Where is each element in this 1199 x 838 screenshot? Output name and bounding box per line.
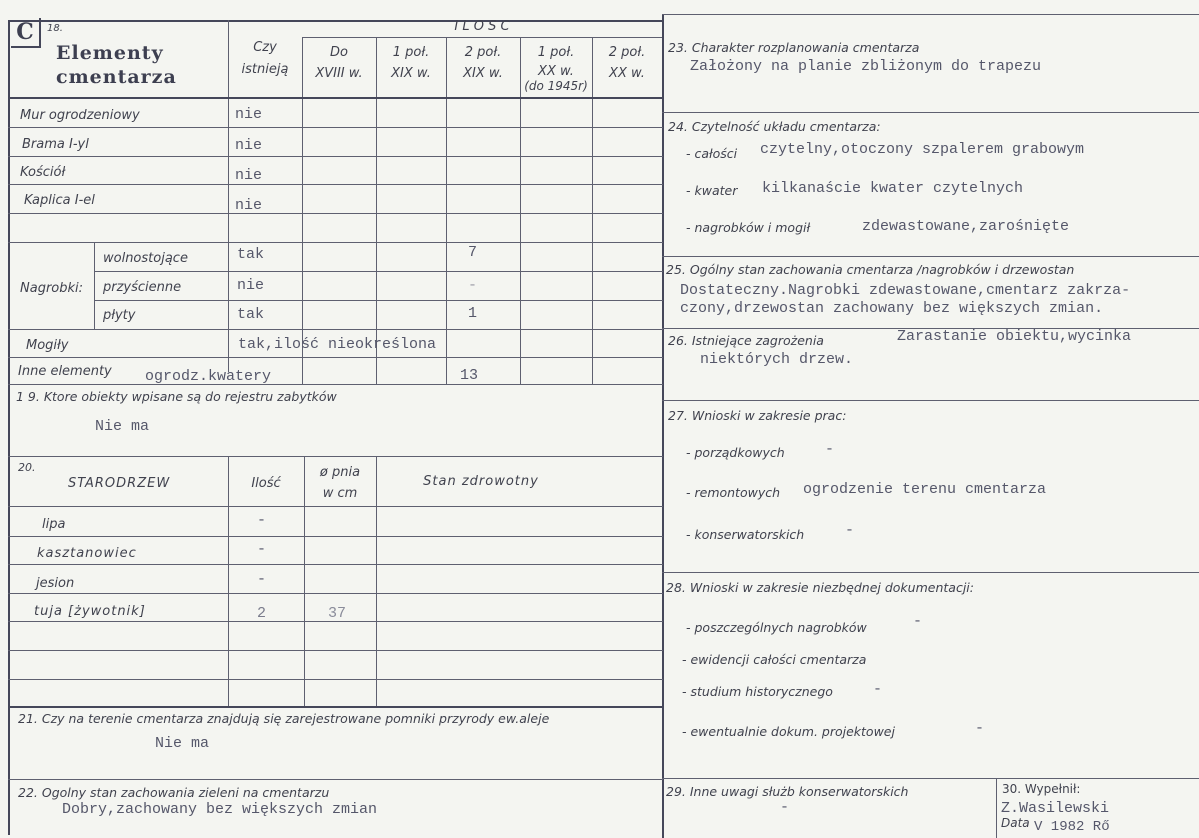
nagrobki-slab-exists: tak: [237, 306, 265, 323]
q28-item-4-label: - ewentualnie dokum. projektowej: [682, 724, 895, 739]
row-line: [8, 357, 663, 358]
period-1-l2: XVIII w.: [315, 66, 363, 81]
q25-line1: Dostateczny.Nagrobki zdewastowane,cmentarz zakrza-: [680, 282, 1131, 299]
q22-label: 22. Ogolny stan zachowania zieleni na cmentarzu: [18, 785, 330, 800]
row-line: [8, 706, 663, 708]
center-divider: [662, 14, 664, 838]
row-line: [8, 650, 663, 651]
q21-value: Nie ma: [155, 735, 210, 752]
q26-line2: niektórych drzew.: [700, 351, 854, 368]
col-p5-line: [592, 38, 593, 384]
q27-item-2-value: ogrodzenie terenu cmentarza: [803, 481, 1047, 498]
q19-label: 1 9. Ktore obiekty wpisane są do rejestru zabytków: [16, 389, 337, 404]
q24-item-2-label: - kwater: [686, 183, 738, 198]
q23-label: 23. Charakter rozplanowania cmentarza: [668, 40, 920, 55]
q20-col-diam-l2: w cm: [322, 486, 358, 501]
row-line: [8, 329, 663, 330]
tree-diam-tuja: 37: [328, 605, 347, 622]
q27-item-1-value: -: [825, 441, 835, 458]
q20-col-health: Stan zdrowotny: [423, 474, 539, 489]
title-line2: cmentarza: [56, 66, 177, 88]
row-line: [8, 242, 663, 243]
q30-label: 30. Wypełnił:: [1002, 782, 1081, 796]
period-4-l2: XX w.: [538, 64, 574, 79]
q28-item-4-value: -: [975, 720, 985, 737]
q25-label: 25. Ogólny stan zachowania cmentarza /nagrobków i drzewostan: [666, 262, 1075, 277]
row-exists-church: nie: [235, 167, 263, 184]
col-p2-line: [376, 38, 377, 384]
period-3-l1: 2 poł.: [464, 45, 502, 60]
q29-label: 29. Inne uwagi służb konserwatorskich: [666, 784, 909, 799]
col-p3-line: [446, 38, 447, 384]
tree-name-kasztanowiec: kasztanowiec: [37, 546, 137, 561]
q20-col-qty: Ilość: [251, 476, 281, 491]
q28-item-3-label: - studium historycznego: [682, 684, 833, 699]
row-line: [8, 184, 663, 185]
right-top-line: [662, 14, 1199, 15]
title-line1: Elementy: [56, 42, 164, 64]
left-border: [8, 20, 10, 835]
row-line: [8, 213, 663, 214]
col-p1-line: [302, 38, 303, 384]
nagrobki-free-label: wolnostojące: [103, 251, 188, 266]
row-label-chapel: Kaplica I-el: [24, 193, 95, 208]
tree-qty-tuja: 2: [257, 605, 267, 622]
q30-divider: [996, 778, 997, 838]
mogily-label: Mogiły: [26, 338, 69, 353]
tree-col-line: [376, 456, 377, 706]
col-exists-l1: Czy: [253, 40, 277, 55]
nagrobki-free-qty: 7: [468, 244, 478, 261]
q30-date-value: V 1982 Rő: [1034, 819, 1110, 835]
nagrobki-wall-label: przyścienne: [103, 280, 182, 295]
row-exists-gate: nie: [235, 137, 263, 154]
period-2-l2: XIX w.: [391, 66, 431, 81]
q23-value: Założony na planie zbliżonym do trapezu: [690, 58, 1042, 75]
row-line: [8, 456, 663, 457]
mogily-value: tak,ilość nieokreślona: [238, 336, 437, 353]
inne-qty: 13: [460, 367, 479, 384]
nagrobki-wall-qty: -: [468, 277, 478, 294]
tree-name-tuja: tuja [żywotnik]: [34, 604, 146, 619]
row-line: [8, 156, 663, 157]
nagrobki-free-exists: tak: [237, 246, 265, 263]
q27-item-1-label: - porządkowych: [686, 445, 785, 460]
row-line: [94, 271, 663, 272]
q29-value: -: [780, 799, 790, 816]
q24-item-1-label: - całości: [686, 146, 738, 161]
row-label-gate: Brama I-yl: [22, 137, 89, 152]
period-4-l1: 1 poł.: [537, 45, 575, 60]
q30-name: Z.Wasilewski: [1001, 800, 1110, 817]
period-4-l3: (do 1945r): [524, 79, 588, 93]
row-line: [8, 679, 663, 680]
inne-value: ogrodz.kwatery: [145, 368, 272, 385]
right-line: [662, 572, 1199, 573]
q24-item-2-value: kilkanaście kwater czytelnych: [762, 180, 1024, 197]
row-line: [8, 127, 663, 128]
q19-value: Nie ma: [95, 418, 150, 435]
nagrobki-label: Nagrobki:: [20, 281, 84, 296]
row-line: [8, 384, 663, 385]
q24-item-1-value: czytelny,otoczony szpalerem grabowym: [760, 141, 1085, 158]
q24-item-3-value: zdewastowane,zarośnięte: [862, 218, 1070, 235]
section-number: 18.: [47, 23, 63, 34]
row-line: [94, 300, 663, 301]
row-line: [8, 506, 663, 507]
q28-item-1-value: -: [913, 613, 923, 630]
tree-col-line: [228, 456, 229, 706]
inne-label: Inne elementy: [18, 364, 112, 379]
q28-item-3-value: -: [873, 681, 883, 698]
row-line: [8, 779, 663, 780]
q27-label: 27. Wnioski w zakresie prac:: [668, 408, 847, 423]
q20-number: 20.: [18, 461, 36, 474]
nagrobki-divider: [94, 242, 95, 329]
tree-name-lipa: lipa: [42, 517, 66, 532]
q27-item-2-label: - remontowych: [686, 485, 781, 500]
ilosc-underline: [302, 37, 662, 38]
q28-item-2-label: - ewidencji całości cmentarza: [682, 652, 867, 667]
period-5-l1: 2 poł.: [608, 45, 646, 60]
q24-item-3-label: - nagrobków i mogił: [686, 220, 811, 235]
tree-qty-lipa: -: [257, 512, 267, 529]
ilosc-header: I L O S C: [454, 19, 510, 34]
row-line: [8, 593, 663, 594]
q20-title: STARODRZEW: [68, 476, 171, 491]
col-exists-l2: istnieją: [241, 62, 289, 77]
q26-line1: Zarastanie obiektu,wycinka: [897, 328, 1132, 345]
q27-item-3-value: -: [845, 522, 855, 539]
nagrobki-wall-exists: nie: [237, 277, 265, 294]
q24-label: 24. Czytelność układu cmentarza:: [668, 119, 881, 134]
q28-item-1-label: - poszczególnych nagrobków: [686, 620, 867, 635]
q25-line2: czony,drzewostan zachowany bez większych zmian.: [680, 300, 1104, 317]
tree-qty-jesion: -: [257, 571, 267, 588]
period-3-l2: XIX w.: [463, 66, 503, 81]
period-5-l2: XX w.: [609, 66, 645, 81]
q30-date-label: Data: [1001, 816, 1030, 830]
q21-label: 21. Czy na terenie cmentarza znajdują się zarejestrowane pomniki przyrody ew.aleje: [18, 711, 550, 726]
row-exists-chapel: nie: [235, 197, 263, 214]
right-line: [662, 400, 1199, 401]
period-1-l1: Do: [330, 45, 348, 60]
q28-label: 28. Wnioski w zakresie niezbędnej dokumentacji:: [666, 580, 974, 595]
header-bottom: [8, 97, 663, 99]
tree-qty-kasztanowiec: -: [257, 541, 267, 558]
right-line: [662, 256, 1199, 257]
row-line: [8, 536, 663, 537]
row-label-church: Kościół: [20, 165, 66, 180]
right-line: [662, 112, 1199, 113]
q20-col-diam-l1: ø pnia: [319, 465, 361, 480]
tree-name-jesion: jesion: [36, 576, 75, 591]
nagrobki-slab-qty: 1: [468, 305, 478, 322]
section-letter-box: [11, 18, 41, 48]
period-2-l1: 1 poł.: [392, 45, 430, 60]
section-letter: C: [16, 19, 34, 45]
q22-value: Dobry,zachowany bez większych zmian: [62, 801, 378, 818]
q26-label: 26. Istniejące zagrożenia: [668, 333, 824, 348]
row-label-wall: Mur ogrodzeniowy: [20, 108, 140, 123]
row-line: [8, 564, 663, 565]
q27-item-3-label: - konserwatorskich: [686, 527, 805, 542]
nagrobki-slab-label: płyty: [103, 308, 136, 323]
row-exists-wall: nie: [235, 106, 263, 123]
right-line: [662, 778, 1199, 779]
